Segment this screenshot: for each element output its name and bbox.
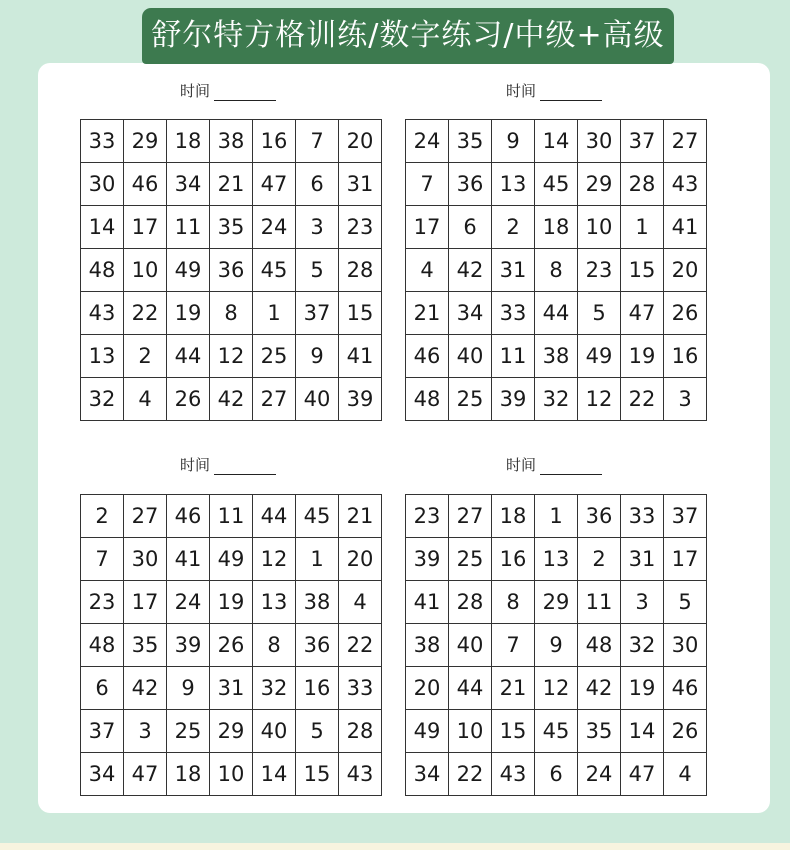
- grid-cell[interactable]: 23: [339, 206, 382, 249]
- grid-cell[interactable]: 11: [492, 335, 535, 378]
- grid-cell[interactable]: 40: [449, 335, 492, 378]
- grid-cell[interactable]: 26: [664, 710, 707, 753]
- grid-cell[interactable]: 10: [578, 206, 621, 249]
- grid-cell[interactable]: 32: [535, 378, 578, 421]
- grid-cell[interactable]: 37: [81, 710, 124, 753]
- grid-cell[interactable]: 25: [167, 710, 210, 753]
- grid-cell[interactable]: 37: [621, 120, 664, 163]
- grid-cell[interactable]: 12: [253, 538, 296, 581]
- grid-cell[interactable]: 37: [664, 495, 707, 538]
- grid-cell[interactable]: 44: [535, 292, 578, 335]
- grid-cell[interactable]: 47: [621, 292, 664, 335]
- grid-cell[interactable]: 46: [167, 495, 210, 538]
- grid-cell[interactable]: 48: [406, 378, 449, 421]
- grid-cell[interactable]: 19: [210, 581, 253, 624]
- grid-cell[interactable]: 23: [406, 495, 449, 538]
- grid-cell[interactable]: 6: [296, 163, 339, 206]
- grid-cell[interactable]: 24: [167, 581, 210, 624]
- grid-cell[interactable]: 30: [664, 624, 707, 667]
- grid-cell[interactable]: 27: [664, 120, 707, 163]
- time-label: 时间: [180, 456, 211, 474]
- grid-cell[interactable]: 8: [253, 624, 296, 667]
- grid-cell[interactable]: 39: [339, 378, 382, 421]
- grid-cell[interactable]: 45: [535, 163, 578, 206]
- schulte-grid-2: [405, 119, 707, 421]
- grid-cell[interactable]: 41: [339, 335, 382, 378]
- grid-cell[interactable]: 17: [664, 538, 707, 581]
- grid-cell[interactable]: 33: [81, 120, 124, 163]
- time-blank[interactable]: [214, 86, 276, 101]
- grid-cell[interactable]: 48: [578, 624, 621, 667]
- grid-cell[interactable]: 35: [210, 206, 253, 249]
- grid-cell[interactable]: 14: [621, 710, 664, 753]
- grid-cell[interactable]: 28: [621, 163, 664, 206]
- grid-cell[interactable]: 2: [81, 495, 124, 538]
- grid-cell[interactable]: 19: [621, 667, 664, 710]
- grid-cell[interactable]: 18: [535, 206, 578, 249]
- grid-cell[interactable]: 41: [406, 581, 449, 624]
- grid-cell[interactable]: 4: [406, 249, 449, 292]
- time-field-1[interactable]: [180, 81, 276, 101]
- grid-cell[interactable]: 10: [124, 249, 167, 292]
- grid-cell[interactable]: 38: [535, 335, 578, 378]
- grid-cell[interactable]: 31: [621, 538, 664, 581]
- grid-cell[interactable]: 1: [253, 292, 296, 335]
- grid-cell[interactable]: 22: [339, 624, 382, 667]
- time-blank[interactable]: [540, 460, 602, 475]
- grid-cell[interactable]: 22: [621, 378, 664, 421]
- grid-cell[interactable]: 40: [253, 710, 296, 753]
- grid-cell[interactable]: 22: [449, 753, 492, 796]
- grid-cell[interactable]: 31: [492, 249, 535, 292]
- grid-cell[interactable]: 41: [167, 538, 210, 581]
- grid-cell[interactable]: 20: [339, 538, 382, 581]
- grid-cell[interactable]: 42: [210, 378, 253, 421]
- time-label: 时间: [506, 82, 537, 100]
- grid-cell[interactable]: 29: [124, 120, 167, 163]
- grid-cell[interactable]: 19: [621, 335, 664, 378]
- grid-cell[interactable]: 25: [449, 378, 492, 421]
- grid-cell[interactable]: 39: [406, 538, 449, 581]
- grid-cell[interactable]: 16: [253, 120, 296, 163]
- grid-cell[interactable]: 11: [210, 495, 253, 538]
- time-field-2[interactable]: [506, 81, 602, 101]
- grid-cell[interactable]: 4: [339, 581, 382, 624]
- grid-cell[interactable]: 10: [449, 710, 492, 753]
- grid-cell[interactable]: 2: [492, 206, 535, 249]
- grid-cell[interactable]: 21: [210, 163, 253, 206]
- grid-cell[interactable]: 40: [296, 378, 339, 421]
- grid-cell[interactable]: 6: [81, 667, 124, 710]
- grid-cell[interactable]: 23: [81, 581, 124, 624]
- grid-cell[interactable]: 17: [124, 581, 167, 624]
- grid-cell[interactable]: 13: [253, 581, 296, 624]
- grid-cell[interactable]: 19: [167, 292, 210, 335]
- grid-cell[interactable]: 43: [664, 163, 707, 206]
- grid-cell[interactable]: 14: [81, 206, 124, 249]
- grid-cell[interactable]: 1: [535, 495, 578, 538]
- grid-cell[interactable]: 46: [664, 667, 707, 710]
- grid-cell[interactable]: 35: [578, 710, 621, 753]
- grid-cell[interactable]: 5: [296, 249, 339, 292]
- grid-cell[interactable]: 18: [167, 753, 210, 796]
- time-blank[interactable]: [214, 460, 276, 475]
- grid-cell[interactable]: 23: [578, 249, 621, 292]
- grid-cell[interactable]: 1: [296, 538, 339, 581]
- grid-cell[interactable]: 49: [167, 249, 210, 292]
- grid-cell[interactable]: 12: [210, 335, 253, 378]
- grid-cell[interactable]: 44: [167, 335, 210, 378]
- grid-cell[interactable]: 7: [81, 538, 124, 581]
- grid-cell[interactable]: 38: [406, 624, 449, 667]
- grid-cell[interactable]: 9: [492, 120, 535, 163]
- grid-cell[interactable]: 15: [339, 292, 382, 335]
- grid-cell[interactable]: 8: [535, 249, 578, 292]
- grid-cell[interactable]: 27: [124, 495, 167, 538]
- grid-cell[interactable]: 3: [664, 378, 707, 421]
- grid-cell[interactable]: 36: [296, 624, 339, 667]
- schulte-grid-3: [80, 494, 382, 796]
- page-title: 舒尔特方格训练/数字练习/中级+高级: [142, 8, 674, 64]
- grid-cell[interactable]: 47: [621, 753, 664, 796]
- grid-cell[interactable]: 13: [535, 538, 578, 581]
- grid-cell[interactable]: 41: [664, 206, 707, 249]
- grid-cell[interactable]: 16: [664, 335, 707, 378]
- grid-cell[interactable]: 39: [492, 378, 535, 421]
- grid-cell[interactable]: 18: [492, 495, 535, 538]
- grid-cell[interactable]: 46: [124, 163, 167, 206]
- grid-cell[interactable]: 5: [578, 292, 621, 335]
- grid-cell[interactable]: 6: [449, 206, 492, 249]
- grid-cell[interactable]: 26: [167, 378, 210, 421]
- grid-cell[interactable]: 20: [406, 667, 449, 710]
- grid-cell[interactable]: 26: [210, 624, 253, 667]
- grid-cell[interactable]: 36: [578, 495, 621, 538]
- grid-cell[interactable]: 31: [339, 163, 382, 206]
- time-label: 时间: [506, 456, 537, 474]
- grid-cell[interactable]: 7: [492, 624, 535, 667]
- grid-cell[interactable]: 28: [339, 249, 382, 292]
- grid-cell[interactable]: 18: [167, 120, 210, 163]
- grid-cell[interactable]: 11: [167, 206, 210, 249]
- grid-cell[interactable]: 3: [296, 206, 339, 249]
- grid-cell[interactable]: 15: [492, 710, 535, 753]
- grid-cell[interactable]: 30: [578, 120, 621, 163]
- grid-cell[interactable]: 10: [210, 753, 253, 796]
- grid-cell[interactable]: 49: [578, 335, 621, 378]
- grid-cell[interactable]: 2: [124, 335, 167, 378]
- grid-cell[interactable]: 43: [339, 753, 382, 796]
- grid-cell[interactable]: 9: [167, 667, 210, 710]
- grid-cell[interactable]: 22: [124, 292, 167, 335]
- grid-cell[interactable]: 36: [210, 249, 253, 292]
- grid-cell[interactable]: 24: [406, 120, 449, 163]
- grid-cell[interactable]: 14: [535, 120, 578, 163]
- grid-cell[interactable]: 44: [253, 495, 296, 538]
- grid-cell[interactable]: 27: [449, 495, 492, 538]
- grid-cell[interactable]: 27: [253, 378, 296, 421]
- grid-cell[interactable]: 45: [253, 249, 296, 292]
- grid-cell[interactable]: 34: [167, 163, 210, 206]
- grid-cell[interactable]: 14: [253, 753, 296, 796]
- grid-cell[interactable]: 26: [664, 292, 707, 335]
- time-field-4[interactable]: [506, 455, 602, 475]
- grid-cell[interactable]: 5: [296, 710, 339, 753]
- grid-cell[interactable]: 46: [406, 335, 449, 378]
- grid-cell[interactable]: 32: [81, 378, 124, 421]
- grid-cell[interactable]: 39: [167, 624, 210, 667]
- grid-cell[interactable]: 25: [253, 335, 296, 378]
- bottom-strip: [0, 843, 790, 850]
- grid-cell[interactable]: 5: [664, 581, 707, 624]
- schulte-grid-4: [405, 494, 707, 796]
- grid-cell[interactable]: 29: [210, 710, 253, 753]
- grid-cell[interactable]: 29: [578, 163, 621, 206]
- grid-cell[interactable]: 34: [449, 292, 492, 335]
- grid-cell[interactable]: 7: [296, 120, 339, 163]
- grid-cell[interactable]: 3: [621, 581, 664, 624]
- grid-cell[interactable]: 45: [296, 495, 339, 538]
- grid-cell[interactable]: 17: [406, 206, 449, 249]
- grid-cell[interactable]: 24: [253, 206, 296, 249]
- grid-cell[interactable]: 48: [81, 624, 124, 667]
- grid-cell[interactable]: 13: [492, 163, 535, 206]
- grid-cell[interactable]: 9: [296, 335, 339, 378]
- grid-cell[interactable]: 34: [406, 753, 449, 796]
- grid-cell[interactable]: 21: [339, 495, 382, 538]
- grid-cell[interactable]: 30: [124, 538, 167, 581]
- grid-cell[interactable]: 4: [664, 753, 707, 796]
- grid-cell[interactable]: 16: [492, 538, 535, 581]
- grid-cell[interactable]: 21: [492, 667, 535, 710]
- grid-cell[interactable]: 13: [81, 335, 124, 378]
- grid-cell[interactable]: 32: [621, 624, 664, 667]
- grid-cell[interactable]: 25: [449, 538, 492, 581]
- grid-cell[interactable]: 2: [578, 538, 621, 581]
- grid-cell[interactable]: 37: [296, 292, 339, 335]
- grid-cell[interactable]: 36: [449, 163, 492, 206]
- grid-cell[interactable]: 42: [449, 249, 492, 292]
- grid-cell[interactable]: 8: [210, 292, 253, 335]
- grid-cell[interactable]: 33: [339, 667, 382, 710]
- grid-cell[interactable]: 28: [339, 710, 382, 753]
- time-field-3[interactable]: [180, 455, 276, 475]
- grid-cell[interactable]: 48: [81, 249, 124, 292]
- grid-cell[interactable]: 12: [535, 667, 578, 710]
- grid-cell[interactable]: 7: [406, 163, 449, 206]
- grid-cell[interactable]: 1: [621, 206, 664, 249]
- grid-cell[interactable]: 47: [124, 753, 167, 796]
- grid-cell[interactable]: 15: [621, 249, 664, 292]
- grid-cell[interactable]: 16: [296, 667, 339, 710]
- grid-cell[interactable]: 47: [253, 163, 296, 206]
- grid-cell[interactable]: 40: [449, 624, 492, 667]
- grid-cell[interactable]: 30: [81, 163, 124, 206]
- grid-cell[interactable]: 8: [492, 581, 535, 624]
- grid-cell[interactable]: 28: [449, 581, 492, 624]
- grid-cell[interactable]: 49: [406, 710, 449, 753]
- grid-cell[interactable]: 35: [124, 624, 167, 667]
- grid-cell[interactable]: 38: [296, 581, 339, 624]
- grid-cell[interactable]: 4: [124, 378, 167, 421]
- grid-cell[interactable]: 24: [578, 753, 621, 796]
- grid-cell[interactable]: 32: [253, 667, 296, 710]
- grid-cell[interactable]: 42: [124, 667, 167, 710]
- grid-cell[interactable]: 44: [449, 667, 492, 710]
- grid-cell[interactable]: 29: [535, 581, 578, 624]
- grid-cell[interactable]: 17: [124, 206, 167, 249]
- grid-cell[interactable]: 35: [449, 120, 492, 163]
- grid-cell[interactable]: 20: [664, 249, 707, 292]
- grid-cell[interactable]: 12: [578, 378, 621, 421]
- grid-cell[interactable]: 15: [296, 753, 339, 796]
- grid-cell[interactable]: 6: [535, 753, 578, 796]
- grid-cell[interactable]: 42: [578, 667, 621, 710]
- grid-cell[interactable]: 33: [621, 495, 664, 538]
- grid-cell[interactable]: 49: [210, 538, 253, 581]
- grid-cell[interactable]: 20: [339, 120, 382, 163]
- time-blank[interactable]: [540, 86, 602, 101]
- grid-cell[interactable]: 34: [81, 753, 124, 796]
- grid-cell[interactable]: 43: [81, 292, 124, 335]
- grid-cell[interactable]: 31: [210, 667, 253, 710]
- grid-cell[interactable]: 11: [578, 581, 621, 624]
- grid-cell[interactable]: 45: [535, 710, 578, 753]
- grid-cell[interactable]: 33: [492, 292, 535, 335]
- grid-cell[interactable]: 43: [492, 753, 535, 796]
- grid-cell[interactable]: 3: [124, 710, 167, 753]
- grid-cell[interactable]: 38: [210, 120, 253, 163]
- time-label: 时间: [180, 82, 211, 100]
- grid-cell[interactable]: 21: [406, 292, 449, 335]
- schulte-grid-1: [80, 119, 382, 421]
- grid-cell[interactable]: 9: [535, 624, 578, 667]
